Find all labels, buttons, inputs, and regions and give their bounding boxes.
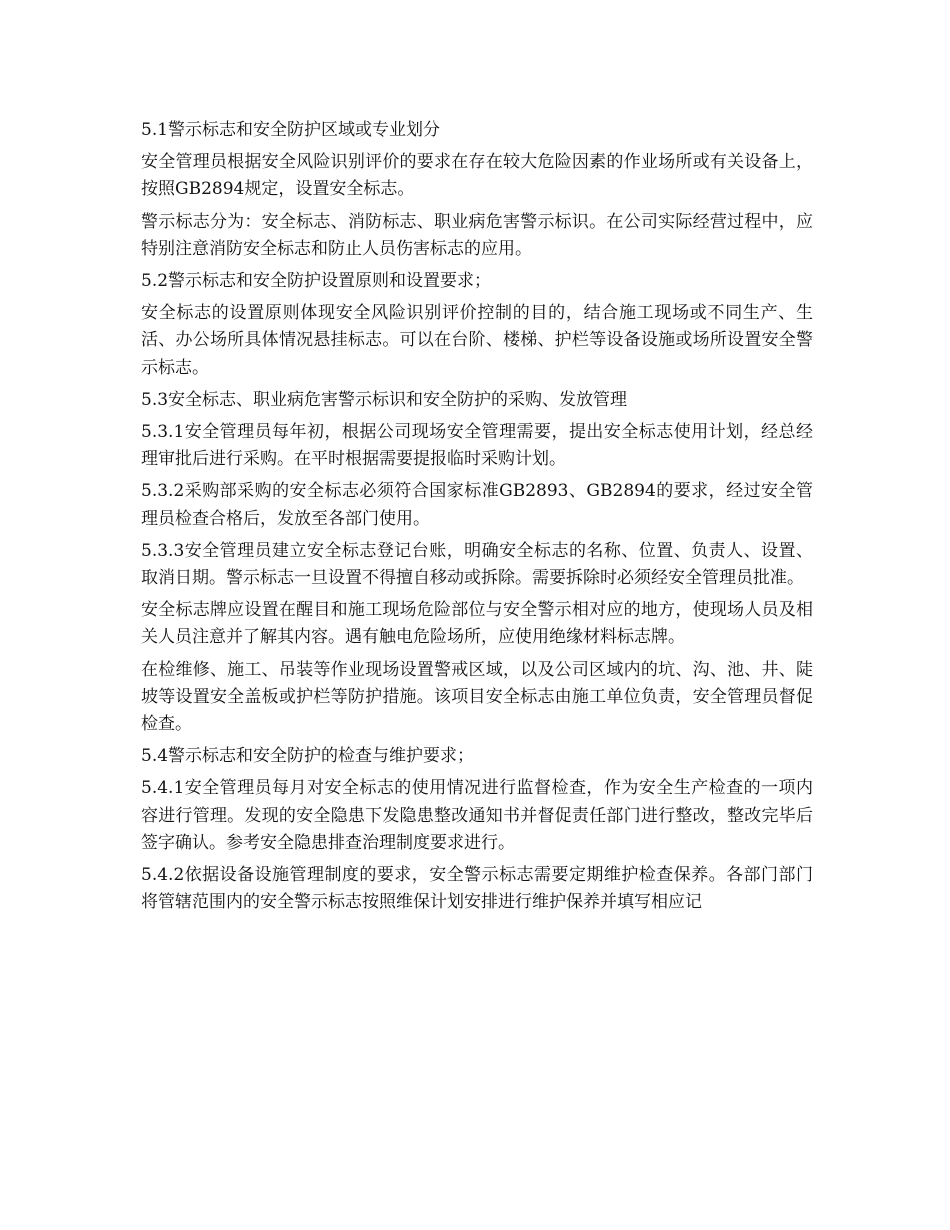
document-body [141, 117, 813, 921]
section-heading-5-2: 5.2警示标志和安全防护设置原则和设置要求； [141, 271, 492, 292]
paragraph-5-4-2: 5.4.2依据设备设施管理制度的要求，安全警示标志需要定期维护检查保养。各部门部门将管辖范围内的安全警示标志按照维保计划安排进行维护保养并填写相应记 [141, 865, 813, 913]
paragraph-5-3-2: 5.3.2采购部采购的安全标志必须符合国家标准GB2893、GB2894的要求，经过安全管理员检查合格后，发放至各部门使用。 [141, 481, 813, 529]
paragraph: 安全标志的设置原则体现安全风险识别评价控制的目的，结合施工现场或不同生产、生活、办公场所具体情况悬挂标志。可以在台阶、楼梯、护栏等设备设施或场所设置安全警示标志。 [141, 303, 813, 378]
section-heading-5-1: 5.1警示标志和安全防护区域或专业划分 [141, 120, 441, 140]
section-heading-5-4: 5.4警示标志和安全防护的检查与维护要求； [141, 746, 475, 767]
paragraph: 在检维修、施工、吊装等作业现场设置警戒区域，以及公司区域内的坑、沟、池、井、陡坡等设置安全盖板或护栏等防护措施。该项目安全标志由施工单位负责，安全管理员督促检查。 [141, 659, 813, 735]
section-heading-5-3: 5.3安全标志、职业病危害警示标识和安全防护的采购、发放管理 [141, 389, 628, 410]
paragraph-5-4-1: 5.4.1安全管理员每月对安全标志的使用情况进行监督检查，作为安全生产检查的一项内容进行管理。发现的安全隐患下发隐患整改通知书并督促责任部门进行整改，整改完毕后签字确认。参考安全隐患排查治理制度要求进行。 [141, 778, 813, 853]
paragraph: 警示标志分为：安全标志、消防标志、职业病危害警示标识。在公司实际经营过程中，应特别注意消防安全标志和防止人员伤害标志的应用。 [141, 211, 813, 259]
paragraph-5-3-1: 5.3.1安全管理员每年初，根据公司现场安全管理需要，提出安全标志使用计划，经总经理审批后进行采购。在平时根据需要提报临时采购计划。 [141, 422, 813, 470]
paragraph: 安全管理员根据安全风险识别评价的要求在存在较大危险因素的作业场所或有关设备上，按照GB2894规定，设置安全标志。 [141, 152, 813, 200]
paragraph: 安全标志牌应设置在醒目和施工现场危险部位与安全警示相对应的地方，使现场人员及相关人员注意并了解其内容。遇有触电危险场所，应使用绝缘材料标志牌。 [141, 600, 813, 648]
paragraph-5-3-3: 5.3.3安全管理员建立安全标志登记台账，明确安全标志的名称、位置、负责人、设置、取消日期。警示标志一旦设置不得擅自移动或拆除。需要拆除时必须经安全管理员批准。 [141, 540, 813, 589]
